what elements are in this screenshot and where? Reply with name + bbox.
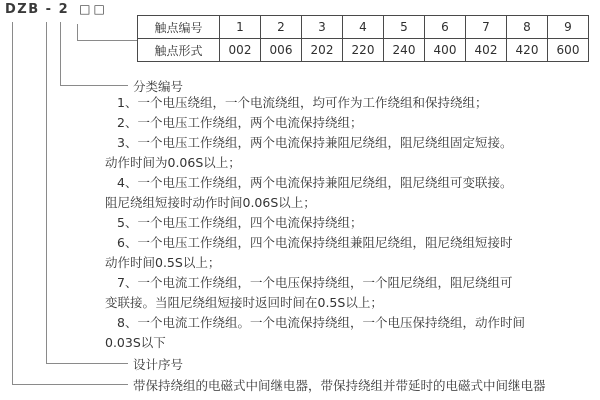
classification-item: 2、一个电压工作绕组，两个电流保持绕组； [117, 115, 363, 130]
leader-vline-classification [60, 22, 61, 85]
classification-item: 3、一个电压工作绕组，两个电流保持兼阻尼绕组，阻尼绕组固定短接。 [117, 135, 513, 150]
table-cell: 600 [548, 39, 589, 62]
classification-item-continuation: 0.03S以下 [105, 335, 166, 350]
contact-form-table [137, 15, 589, 62]
table-cell: 5 [384, 16, 425, 39]
classification-item: 5、一个电压工作绕组，四个电流保持绕组； [117, 215, 363, 230]
row-header-contact-form: 触点形式 [138, 39, 220, 62]
table-cell: 4 [343, 16, 384, 39]
classification-item: 4、一个电压工作绕组，两个电流保持兼阻尼绕组，阻尼绕组可变联接。 [117, 175, 513, 190]
table-cell: 8 [507, 16, 548, 39]
design-serial-label: 设计序号 [133, 357, 184, 372]
table-row-contact-number [138, 16, 589, 39]
table-cell: 1 [220, 16, 261, 39]
table-cell: 6 [425, 16, 466, 39]
table-cell: 7 [466, 16, 507, 39]
model-code-placeholder-boxes: □□ [79, 2, 108, 16]
classification-item: 1、一个电压绕组，一个电流绕组，均可作为工作绕组和保持绕组； [117, 95, 488, 110]
classification-item-continuation: 动作时间为0.06S以上； [105, 155, 241, 170]
classification-item: 6、一个电压工作绕组，四个电流保持绕组兼阻尼绕组，阻尼绕组短接时 [117, 235, 513, 250]
leader-hline-contact-table [77, 40, 137, 41]
table-cell: 006 [261, 39, 302, 62]
table-cell: 420 [507, 39, 548, 62]
relay-type-description: 带保持绕组的电磁式中间继电器，带保持绕组并带延时的电磁式中间继电器 [133, 378, 546, 393]
leader-vline-design-serial [46, 22, 47, 363]
table-cell: 2 [261, 16, 302, 39]
leader-hline-classification [60, 85, 128, 86]
leader-vline-relay-type [12, 22, 13, 385]
classification-item-continuation: 阻尼绕组短接时动作时间0.06S以上； [105, 195, 316, 210]
leader-vline-contact-code [77, 24, 78, 40]
leader-hline-design-serial [46, 363, 128, 364]
table-row-contact-form [138, 39, 589, 62]
table-cell: 002 [220, 39, 261, 62]
table-cell: 220 [343, 39, 384, 62]
classification-list [105, 93, 525, 353]
table-cell: 240 [384, 39, 425, 62]
classification-item: 8、一个电流工作绕组。一个电流保持绕组，一个电压保持绕组，动作时间 [117, 315, 525, 330]
table-cell: 402 [466, 39, 507, 62]
table-cell: 3 [302, 16, 343, 39]
classification-item-continuation: 动作时间0.5S以上； [105, 255, 221, 270]
table-cell: 9 [548, 16, 589, 39]
model-code-text: DZB - 2 [5, 2, 70, 17]
table-cell: 202 [302, 39, 343, 62]
classification-item: 7、一个电流工作绕组，一个电压保持绕组，一个阻尼绕组，阻尼绕组可 [117, 275, 513, 290]
model-code [5, 2, 108, 17]
classification-label: 分类编号 [133, 79, 184, 94]
leader-hline-description [12, 384, 128, 385]
table-cell: 400 [425, 39, 466, 62]
classification-item-continuation: 变联接。当阻尼绕组短接时返回时间在0.5S以上； [105, 295, 383, 310]
row-header-contact-number: 触点编号 [138, 16, 220, 39]
